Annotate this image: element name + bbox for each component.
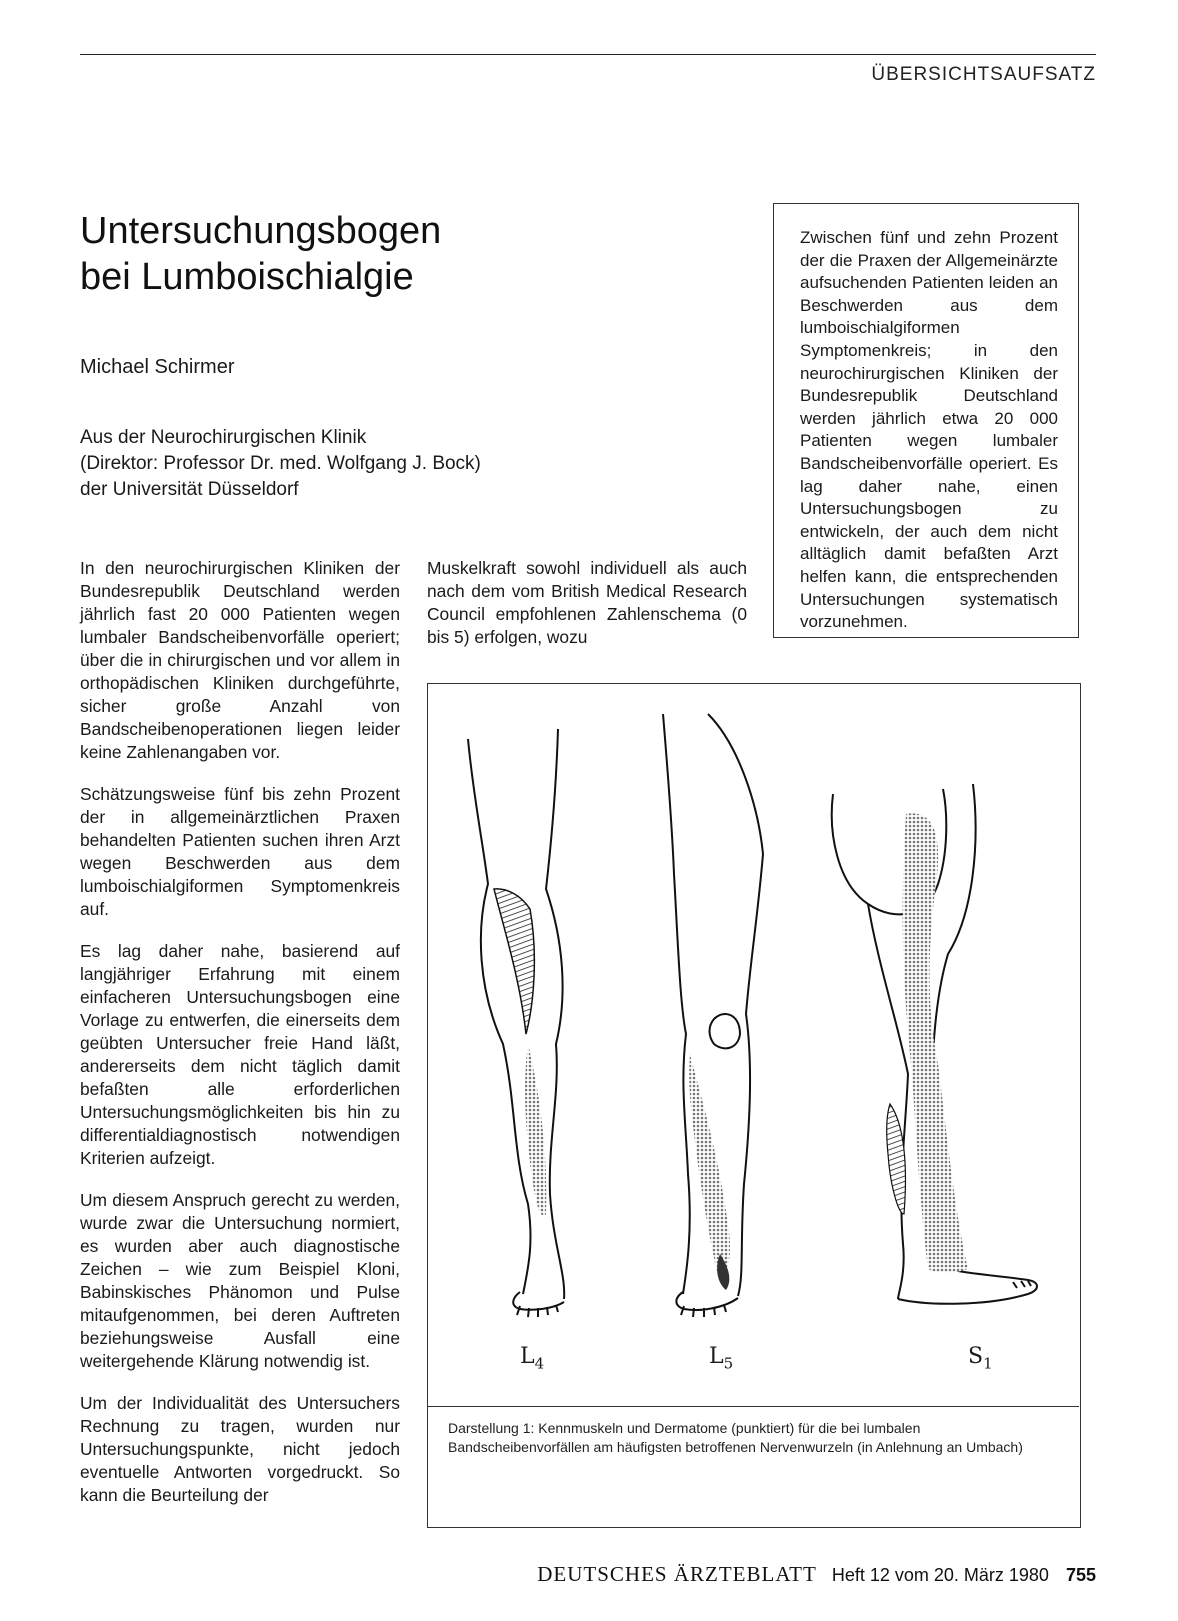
article-title	[80, 208, 441, 300]
body-paragraph: Muskelkraft sowohl individuell als auch nach dem vom British Medical Research Council empfohlenen Zahlenschema (0 bis 5) erfolgen, wozu	[427, 558, 747, 647]
figure	[427, 683, 1081, 1528]
journal-name: DEUTSCHES ÄRZTEBLATT	[537, 1562, 817, 1586]
affiliation-line: Aus der Neurochirurgischen Klinik	[80, 427, 367, 448]
body-column-left	[80, 557, 400, 1526]
legs-illustration	[428, 684, 1079, 1406]
figure-caption: Darstellung 1: Kennmuskeln und Dermatome (punktiert) für die bei lumbalen Bandscheibenvorfällen am häufigsten betroffenen Nervenwurzeln (in Anlehnung an Umbach)	[448, 1420, 1023, 1455]
summary-box: Zwischen fünf und zehn Prozent der die Praxen der Allgemeinärzte aufsuchenden Patienten leiden an Beschwerden aus dem lumboischialgiformen Symptomenkreis; in den neurochirurgischen Kliniken der Bundesrepublik Deutschland werden jährlich etwa 20 000 Patienten wegen lumbaler Bandscheibenvorfälle operiert. Es lag daher nahe, einen Untersuchungsbogen zu entwickeln, der auch dem nicht alltäglich damit befaßten Arzt helfen kann, die entsprechenden Untersuchungen systematisch vorzunehmen.	[773, 203, 1079, 638]
body-paragraph: In den neurochirurgischen Kliniken der Bundesrepublik Deutschland werden jährlich fast 20 000 Patienten wegen lumbaler Bandscheibenvorfälle operiert; über die in chirurgischen und vor allem in orthopädischen Kliniken durchgeführte, sicher große Anzahl von Bandscheibenoperationen liegen leider keine Zahlenangaben vor.	[80, 558, 400, 762]
l5-dermatome-dots	[689, 1054, 730, 1284]
author-name: Michael Schirmer	[80, 356, 235, 378]
body-column-middle	[427, 557, 747, 668]
s1-muscle-hatch	[887, 1104, 906, 1214]
issue-info: Heft 12 vom 20. März 1980	[831, 1565, 1049, 1585]
page-number: 755	[1065, 1565, 1096, 1585]
body-paragraph: Schätzungsweise fünf bis zehn Prozent der in allgemeinärztlichen Praxen behandelten Patienten suchen ihren Arzt wegen Beschwerden aus dem lumboischialgiformen Symptomenkreis auf.	[80, 784, 400, 919]
figure-label-l4: $L_4$	[520, 1344, 545, 1373]
body-paragraph: Es lag daher nahe, basierend auf langjähriger Erfahrung mit einem einfacheren Untersuchungsbogen eine Vorlage zu entwerfen, die einerseits dem geübten Untersucher freie Hand läßt, andererseits dem nicht täglich damit befaßten alle erforderlichen Untersuchungsmöglichkeiten bis hin zu differentialdiagnostisch notwendigen Kriterien aufzeigt.	[80, 941, 400, 1168]
title-line-2: bei Lumboischialgie	[80, 256, 414, 298]
affiliation-line: der Universität Düsseldorf	[80, 479, 299, 500]
leg-l4-drawing	[468, 729, 564, 1317]
figure-label-l5: $L_5$	[709, 1344, 734, 1373]
author-affiliation	[80, 425, 481, 503]
figure-label-s1: $S_1$	[968, 1344, 993, 1373]
l4-dermatome-dots	[525, 1044, 546, 1216]
figure-illustration	[428, 684, 1079, 1407]
l4-muscle-hatch	[494, 889, 534, 1034]
header-rule	[80, 54, 1096, 55]
title-line-1: Untersuchungsbogen	[80, 210, 442, 252]
page-footer	[0, 1562, 1096, 1587]
body-paragraph: Um der Individualität des Untersuchers Rechnung zu tragen, wurden nur Untersuchungspunkte, nicht jedoch eventuelle Antworten vorgedruckt. So kann die Beurteilung der	[80, 1393, 400, 1505]
s1-dermatome-dots	[903, 813, 968, 1272]
affiliation-line: (Direktor: Professor Dr. med. Wolfgang J. Bock)	[80, 453, 481, 474]
body-paragraph: Um diesem Anspruch gerecht zu werden, wurde zwar die Untersuchung normiert, es wurden aber auch diagnostische Zeichen – wie zum Beispiel Kloni, Babinskisches Phänomon und Pulse mitaufgenommen, bei deren Auftreten beziehungsweise Ausfall eine weitergehende Klärung notwendig ist.	[80, 1190, 400, 1371]
section-label: ÜBERSICHTSAUFSATZ	[871, 64, 1096, 85]
